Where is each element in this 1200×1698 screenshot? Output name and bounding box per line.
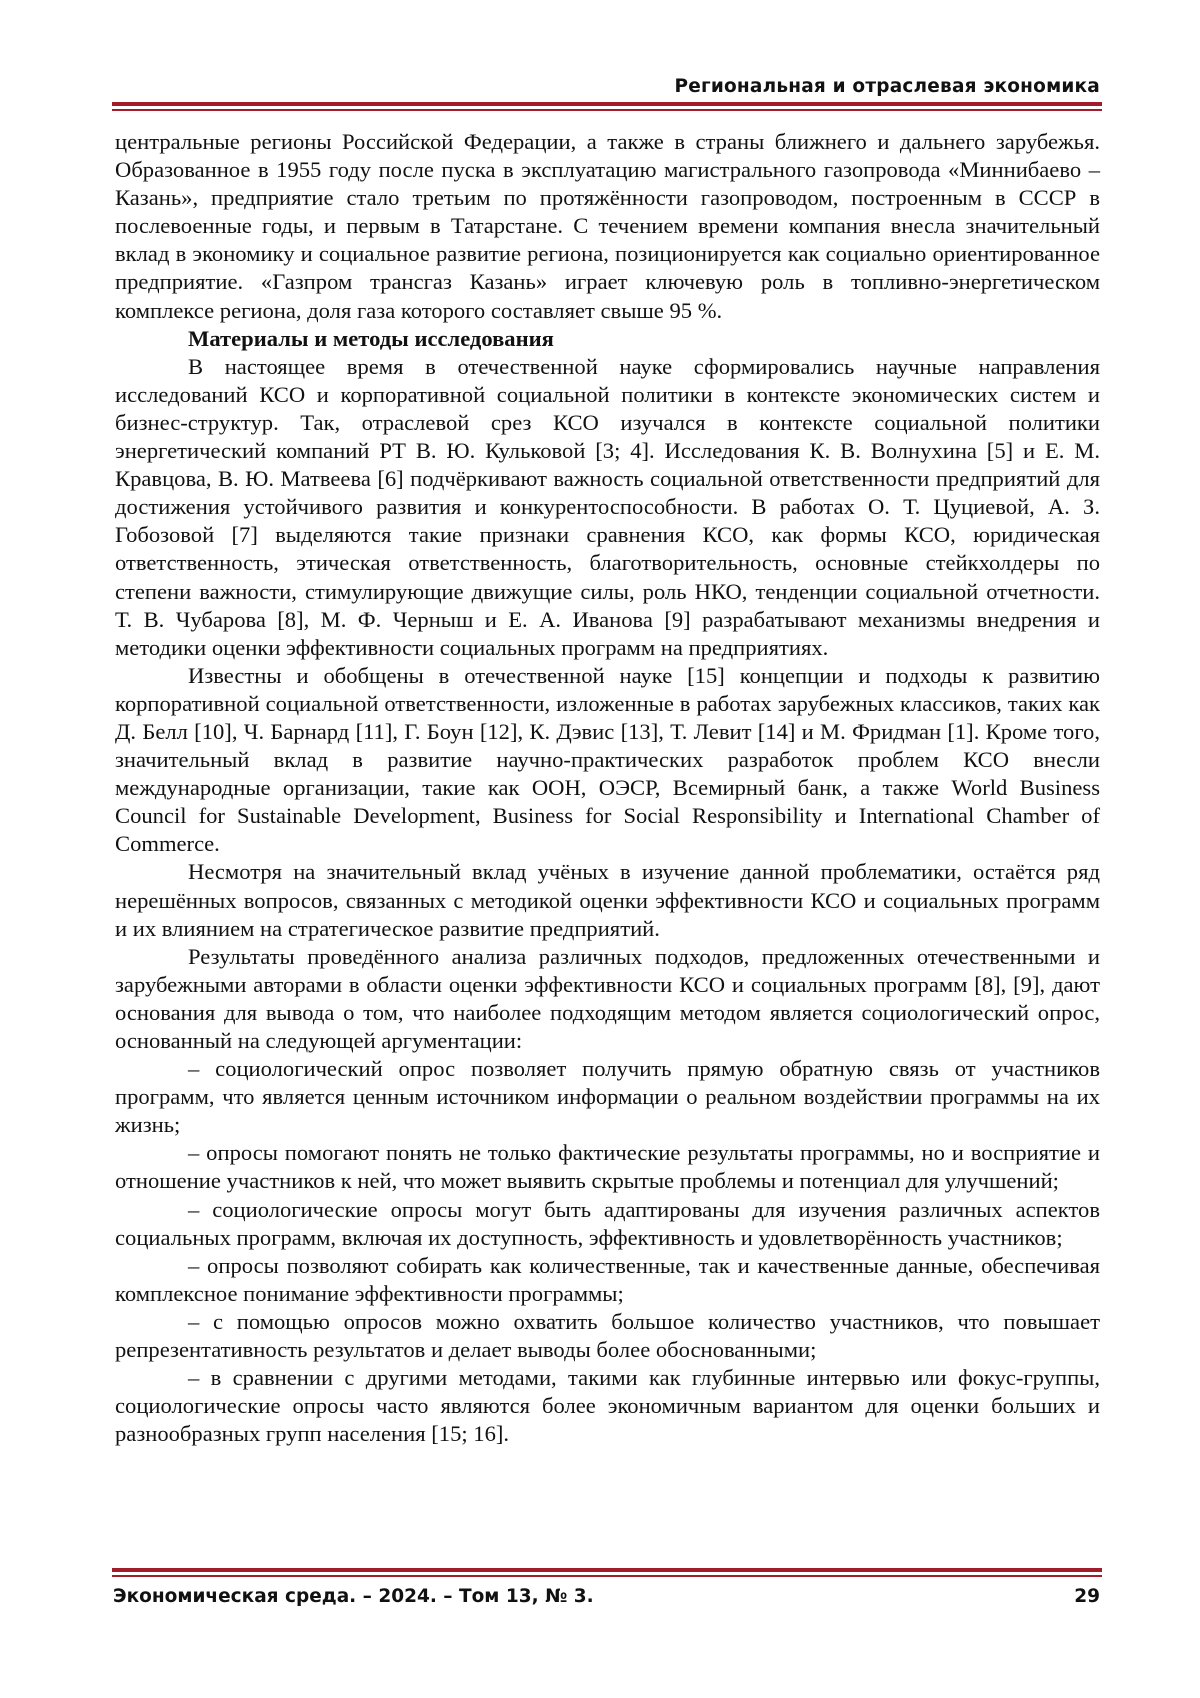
list-item: – социологический опрос позволяет получить прямую обратную связь от участников программ, что является ценным источником информации о реальном воздействии программы на их жизнь; [115, 1056, 1100, 1138]
header-rule-thin [112, 109, 1102, 111]
body-paragraph: Известны и обобщены в отечественной науке [15] концепции и подходы к развитию корпоративной социальной ответственности, изложенные в работах зарубежных классиков, таких как Д. Белл [10], Ч. Барнард [11], Г. Боун [12], К. Дэвис [13], Т. Левит [14] и М. Фридман [1]. Кроме того, значительный вклад в развитие научно-практических разработок проблем КСО внесли международные организации, такие как ООН, ОЭСР, Всемирный банк, а также World Business Council for Sustainable Development, Business for Social Responsibility и International Chamber of Commerce. [115, 662, 1100, 857]
body-paragraph: Результаты проведённого анализа различных подходов, предложенных отечественными и зарубежными авторами в области оценки эффективности КСО и социальных программ [8], [9], дают основания для вывода о том, что наиболее подходящим методом является социологический опрос, основанный на следующей аргументации: [115, 943, 1100, 1053]
page-number: 29 [1074, 1586, 1100, 1607]
running-head: Региональная и отраслевая экономика [674, 76, 1100, 97]
list-item: – опросы позволяют собирать как количественные, так и качественные данные, обеспечивая комплексное понимание эффективности программы; [115, 1252, 1100, 1306]
footer-rule-thick [112, 1568, 1102, 1572]
section-heading: Материалы и методы исследования [188, 325, 554, 351]
intro-paragraph: центральные регионы Российской Федерации, а также в страны ближнего и дальнего зарубежья. Образованное в 1955 году после пуска в эксплуатацию магистрального газопровода «Миннибаево – Казань», предприятие стало третьим по протяжённости газопроводом, построенным в СССР в послевоенные годы, и первым в Татарстане. С течением времени компания внесла значительный вклад в экономику и социальное развитие региона, позиционируется как социально ориентированное предприятие. «Газпром трансгаз Казань» играет ключевую роль в топливно-энергетическом комплексе региона, доля газа которого составляет свыше 95 %. [115, 129, 1100, 323]
list-item: – опросы помогают понять не только фактические результаты программы, но и восприятие и отношение участников к ней, что может выявить скрытые проблемы и потенциал для улучшений; [115, 1140, 1100, 1194]
body-paragraph: В настоящее время в отечественной науке сформировались научные направления исследований КСО и корпоративной социальной политики в контексте экономических систем и бизнес-структур. Так, отраслевой срез КСО изучался в контексте социальной политики энергетический компаний РТ В. Ю. Кульковой [3; 4]. Исследования К. В. Волнухина [5] и Е. М. Кравцова, В. Ю. Матвеева [6] подчёркивают важность социальной ответственности предприятий для достижения устойчивого развития и конкурентоспособности. В работах О. Т. Цуциевой, А. З. Гобозовой [7] выделяются такие признаки сравнения КСО, как формы КСО, юридическая ответственность, этическая ответственность, благотворительность, основные стейкхолдеры по степени важности, стимулирующие движущие силы, роль НКО, тенденции социальной отчетности. Т. В. Чубарова [8], М. Ф. Черныш и Е. А. Иванова [9] разрабатывают механизмы внедрения и методики оценки эффективности социальных программ на предприятиях. [115, 353, 1100, 660]
list-item: – в сравнении с другими методами, такими как глубинные интервью или фокус-группы, социологические опросы часто являются более экономичным вариантом для оценки больших и разнообразных групп населения [15; 16]. [115, 1365, 1100, 1447]
journal-citation: Экономическая среда. – 2024. – Том 13, № 3. [113, 1586, 594, 1607]
header-rule-thick [112, 102, 1102, 106]
list-item: – социологические опросы могут быть адаптированы для изучения различных аспектов социальных программ, включая их доступность, эффективность и удовлетворённость участников; [115, 1196, 1100, 1250]
body-paragraph: Несмотря на значительный вклад учёных в изучение данной проблематики, остаётся ряд нерешённых вопросов, связанных с методикой оценки эффективности КСО и социальных программ и их влиянием на стратегическое развитие предприятий. [115, 859, 1100, 941]
footer-rule-thin [112, 1575, 1102, 1577]
list-item: – с помощью опросов можно охватить большое количество участников, что повышает репрезентативность результатов и делает выводы более обоснованными; [115, 1308, 1100, 1363]
article-body [115, 128, 1100, 1448]
